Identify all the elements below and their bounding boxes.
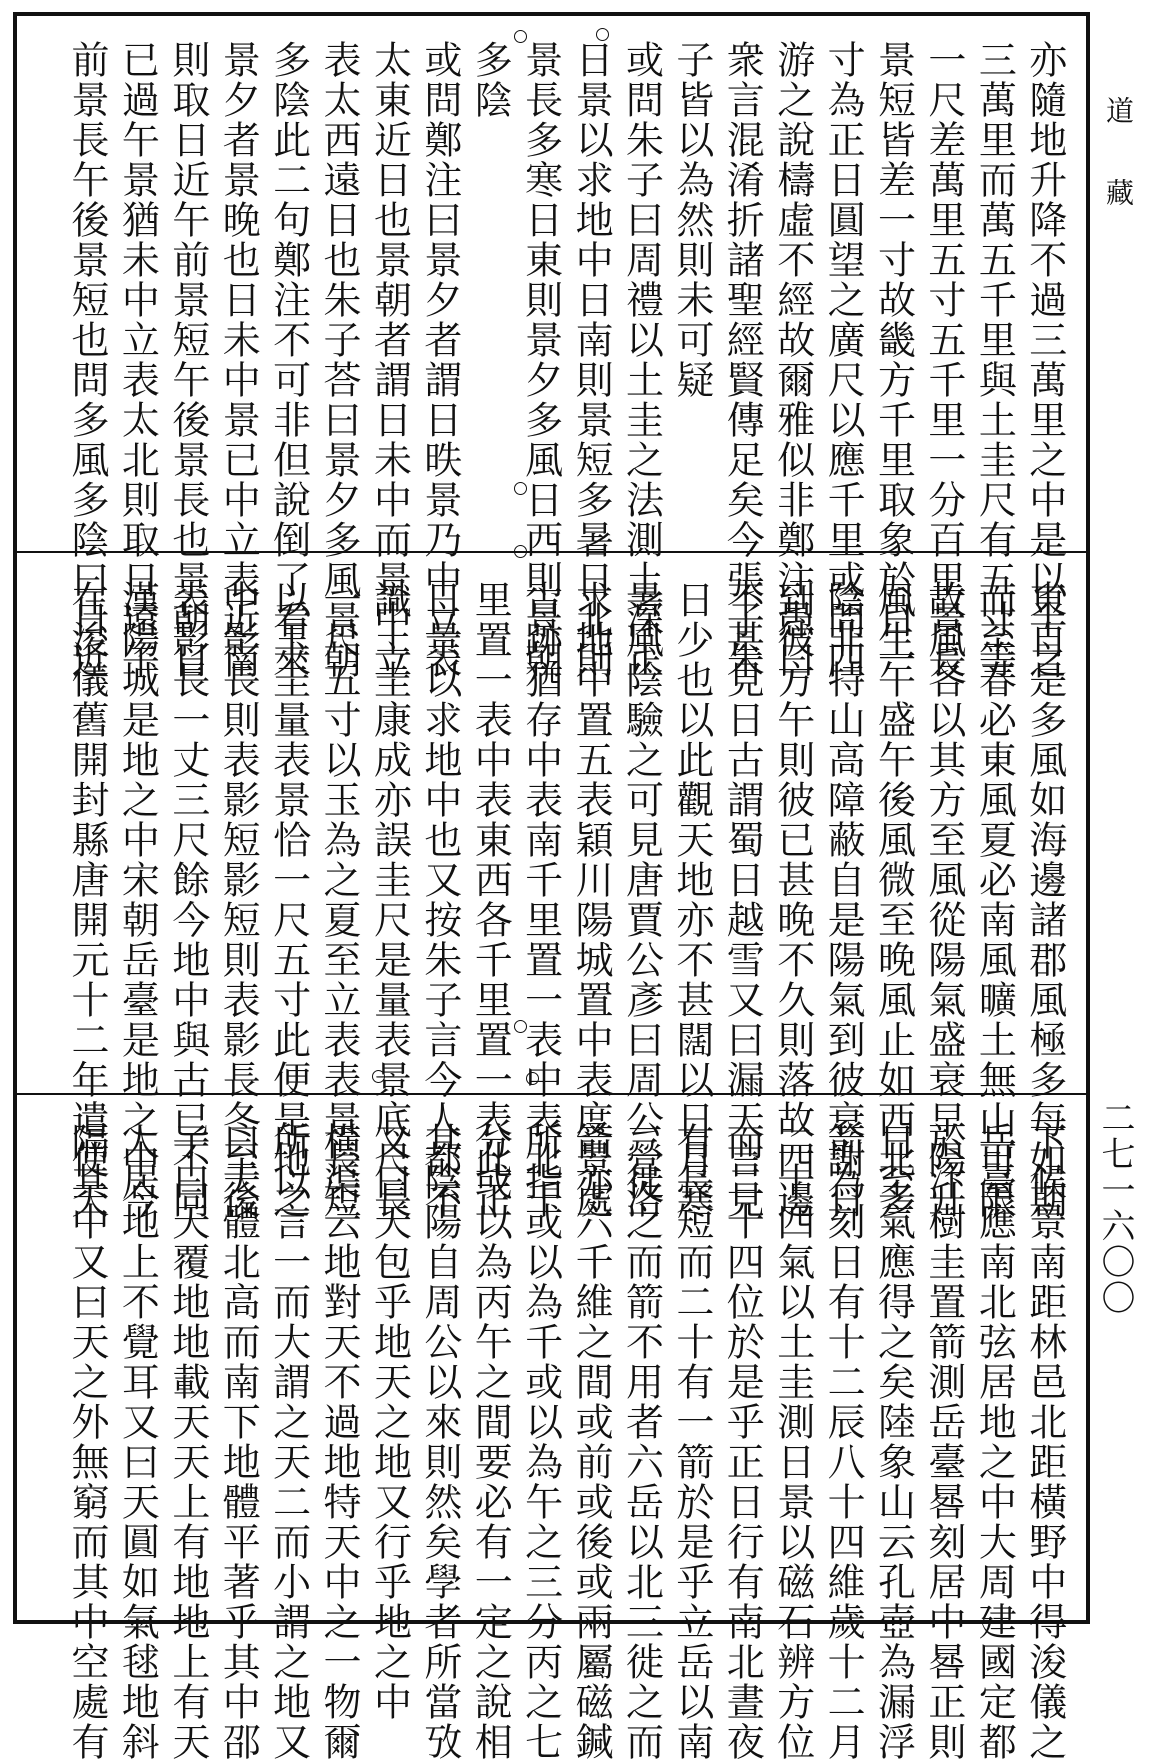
text-column: 分或以為丙午之間要必有一定之說相 [468, 1122, 513, 1762]
text-column: 景長多寒日東則景夕多風日西則景朝 [518, 40, 563, 680]
text-column: 多陰此二句鄭注不可非但說倒了看來 [266, 40, 311, 680]
text-column: 或問朱子曰周禮以土圭之法測土深正 [619, 40, 664, 680]
column-group [65, 580, 1067, 1220]
text-column: 子皆以為然則未可疑 [669, 40, 714, 400]
column-group [65, 40, 1067, 680]
text-column: 里置一表中表東西各千里置一表此正 [468, 580, 513, 1220]
section-circle-marker [372, 1070, 385, 1083]
text-column: 故風各以其方至風從陽氣盛衰早陽升 [921, 580, 966, 1220]
text-column: 下候景南距林邑北距橫野中得浚儀之 [1022, 1122, 1067, 1762]
text-column: 在浚儀舊開封縣唐開元十二年遣使天 [65, 580, 109, 1220]
text-column: 暑風陰驗之可見唐賈公彥曰周公營洛 [619, 580, 664, 1220]
text-column: 日至氣應得之矣陸象山云孔壺為漏浮 [871, 1122, 916, 1762]
text-column: 太東近日也景朝者謂日未中而景中立 [367, 40, 412, 680]
text-column: 日少也以此觀天地亦不甚闊以日月寒 [669, 580, 714, 1220]
margin-title: 道藏 [1102, 96, 1135, 260]
text-column: 則取日近午前景短午後景長也景朝日 [165, 40, 210, 680]
text-column: 已過午景猶未中立表太北則取日遠午 [115, 40, 160, 680]
section-circle-marker [514, 482, 527, 495]
text-column: 中影長則表影短影短則表影長冬至後 [216, 580, 261, 1220]
text-column: 子曰天覆地地載天天上有地地上有天 [165, 1122, 210, 1762]
text-column: 到彼方午則彼已甚晚不久則落故四邊 [770, 580, 815, 1220]
text-column: 衆言混淆折諸聖經賢傳足矣今張子朱 [720, 40, 765, 680]
text-column: 風生午盛午後風微至晚風止如西北多 [871, 580, 916, 1220]
text-column: 或問鄭注曰景夕者謂日昳景乃中立表 [417, 40, 462, 680]
text-column: 漢陽城是地之中宋朝岳臺是地之中今 [115, 580, 160, 1220]
text-column: 亦隨地升降不過三萬里之中是以半之 [1022, 40, 1067, 680]
section-circle-marker [526, 1072, 539, 1085]
text-column: 人居地上不覺耳又曰天圓如氣毬地斜 [115, 1122, 160, 1762]
text-column: 所以言一而大謂之天二而小謂之地又 [266, 1122, 311, 1762]
text-column: 有長短而二十有一箭於是乎立岳以南 [669, 1122, 714, 1762]
text-column: 一尺五寸以玉為之夏至立表表景長短 [317, 580, 362, 1220]
text-panel-bottom [13, 1094, 1090, 1762]
text-column: 求地中置五表穎川陽城置中表度景處 [569, 580, 614, 1220]
section-circle-marker [596, 28, 609, 41]
text-column: 古跡猶存中表南千里置一表中表北千 [518, 580, 563, 1220]
column-group [65, 1122, 1067, 1762]
section-circle-marker [514, 30, 527, 43]
text-column: 日景以求地中日南則景短多暑日北則 [569, 40, 614, 680]
text-column: 陰非特山高障蔽自是陽氣到彼衰謝日 [821, 580, 866, 1220]
text-column: 而二十四位於是乎正日行有南北晝夜 [720, 1122, 765, 1762]
text-column: 寸為正日圓望之廣尺以應千里或問四 [821, 40, 866, 680]
text-column: 以玉圭量表景恰一尺五寸此便是地之 [266, 580, 311, 1220]
text-column: 多陰 [468, 40, 513, 120]
text-column: 日景以求地中也又按朱子言今人都不 [417, 580, 462, 1220]
text-column: 橫渠云地對天不過地特天中之一物爾 [317, 1122, 362, 1762]
text-column: 東自是多風如海邊諸郡風極多每如期 [1022, 580, 1067, 1220]
text-column: 岳臺應南北弦居地之中大周建國定都 [972, 1122, 1017, 1762]
text-column: 游之說檮虛不經故爾雅似非鄭注愚曰 [770, 40, 815, 680]
text-panel-middle [13, 552, 1090, 1220]
text-column: 曰天體北高而南下地體平著乎其中邵 [216, 1122, 261, 1762]
margin-page-number: 二七一六〇〇 [1095, 1100, 1135, 1316]
section-circle-marker [514, 545, 527, 558]
text-column: 所指或以為千或以為午之三分丙之七 [518, 1122, 563, 1762]
text-column: 景短皆差一寸故畿方千里取象於日一 [871, 40, 916, 680]
text-panel-top [13, 12, 1090, 680]
text-column: 一尺差萬里五寸五千里一分百里景長 [921, 40, 966, 680]
text-column: 箭亦六千維之間或前或後或兩屬磁鍼 [569, 1122, 614, 1762]
text-column: 三萬里而萬五千里與土圭尺有五寸等 [972, 40, 1017, 680]
text-column: 三徙之而箭不用者六岳以北三徙之而 [619, 1122, 664, 1762]
text-column: 其陰陽自周公以來則然矣學者所當攷 [417, 1122, 462, 1762]
text-column: 景夕者景晚也日未中景已中立表近南 [216, 40, 261, 680]
text-column: 不甚見日古謂蜀日越雪又曰漏天言見 [720, 580, 765, 1220]
text-column: 隔其中又曰天之外無窮而其中空處有 [65, 1122, 109, 1762]
text-column: 又曰天包乎地天之地又行乎地之中 [367, 1122, 412, 1722]
section-circle-marker [514, 1020, 527, 1033]
text-column: 識土圭康成亦誤圭尺是量表景底尺長 [367, 580, 412, 1220]
text-column: 表太西遠日也朱子荅曰景夕多風景朝 [317, 40, 362, 680]
text-column: 表影長一丈三尺餘今地中與古已不同 [165, 580, 210, 1220]
text-column: 箭為刻日有十二辰八十四維歲十二月 [821, 1122, 866, 1762]
text-column: 二十四氣以土圭測日景以磁石辨方位 [770, 1122, 815, 1762]
text-column: 於汴樹圭置箭測岳臺晷刻居中晷正則 [921, 1122, 966, 1762]
text-column: 而至春必東風夏必南風曠土無山可限 [972, 580, 1017, 1220]
text-column: 前景長午後景短也問多風多陰曰日近 [65, 40, 109, 680]
